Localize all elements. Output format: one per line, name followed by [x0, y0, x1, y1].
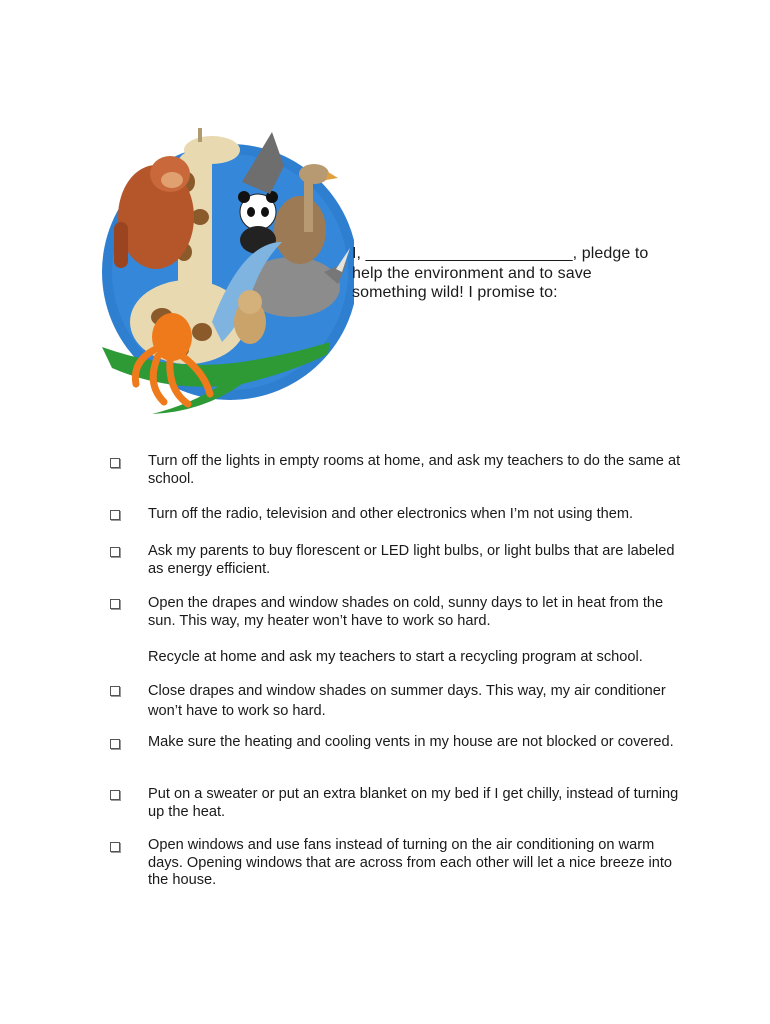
checkbox[interactable]: [110, 686, 120, 696]
promise-item: Turn off the radio, television and other electronics when I’m not using them.: [148, 506, 634, 522]
promise-item: Put on a sweater or put an extra blanket on my bed if I get chilly, instead of turning up the heat.: [148, 786, 679, 820]
promise-item: Open windows and use fans instead of turning on the air conditioning on warm days. Opening windows that are across from each other will let a nice breeze into the house.: [148, 837, 673, 889]
checkbox[interactable]: [110, 739, 120, 749]
promise-item: Open the drapes and window shades on cold, sunny days to let in heat from the sun. This way, my heater won’t have to work so hard.: [148, 595, 664, 629]
checkbox[interactable]: [110, 599, 120, 609]
promise-item: Ask my parents to buy florescent or LED light bulbs, or light bulbs that are labeled as energy efficient.: [148, 543, 675, 577]
pledge-line: something wild! I promise to:: [352, 284, 558, 301]
checkbox[interactable]: [110, 790, 120, 800]
checkbox[interactable]: [110, 458, 120, 468]
promise-item: Recycle at home and ask my teachers to start a recycling program at school.: [148, 649, 643, 665]
checkbox[interactable]: [110, 510, 120, 520]
checkbox[interactable]: [110, 842, 120, 852]
promise-item: Make sure the heating and cooling vents in my house are not blocked or covered.: [148, 734, 674, 750]
pledge-line: help the environment and to save: [352, 264, 592, 282]
promise-item: Turn off the lights in empty rooms at home, and ask my teachers to do the same at school.: [148, 453, 681, 487]
checkbox[interactable]: [110, 547, 120, 557]
promise-item: Close drapes and window shades on summer days. This way, my air conditioner won’t have to work so hard.: [148, 683, 666, 719]
pledge-line: I, _______________________, pledge to: [352, 245, 649, 262]
